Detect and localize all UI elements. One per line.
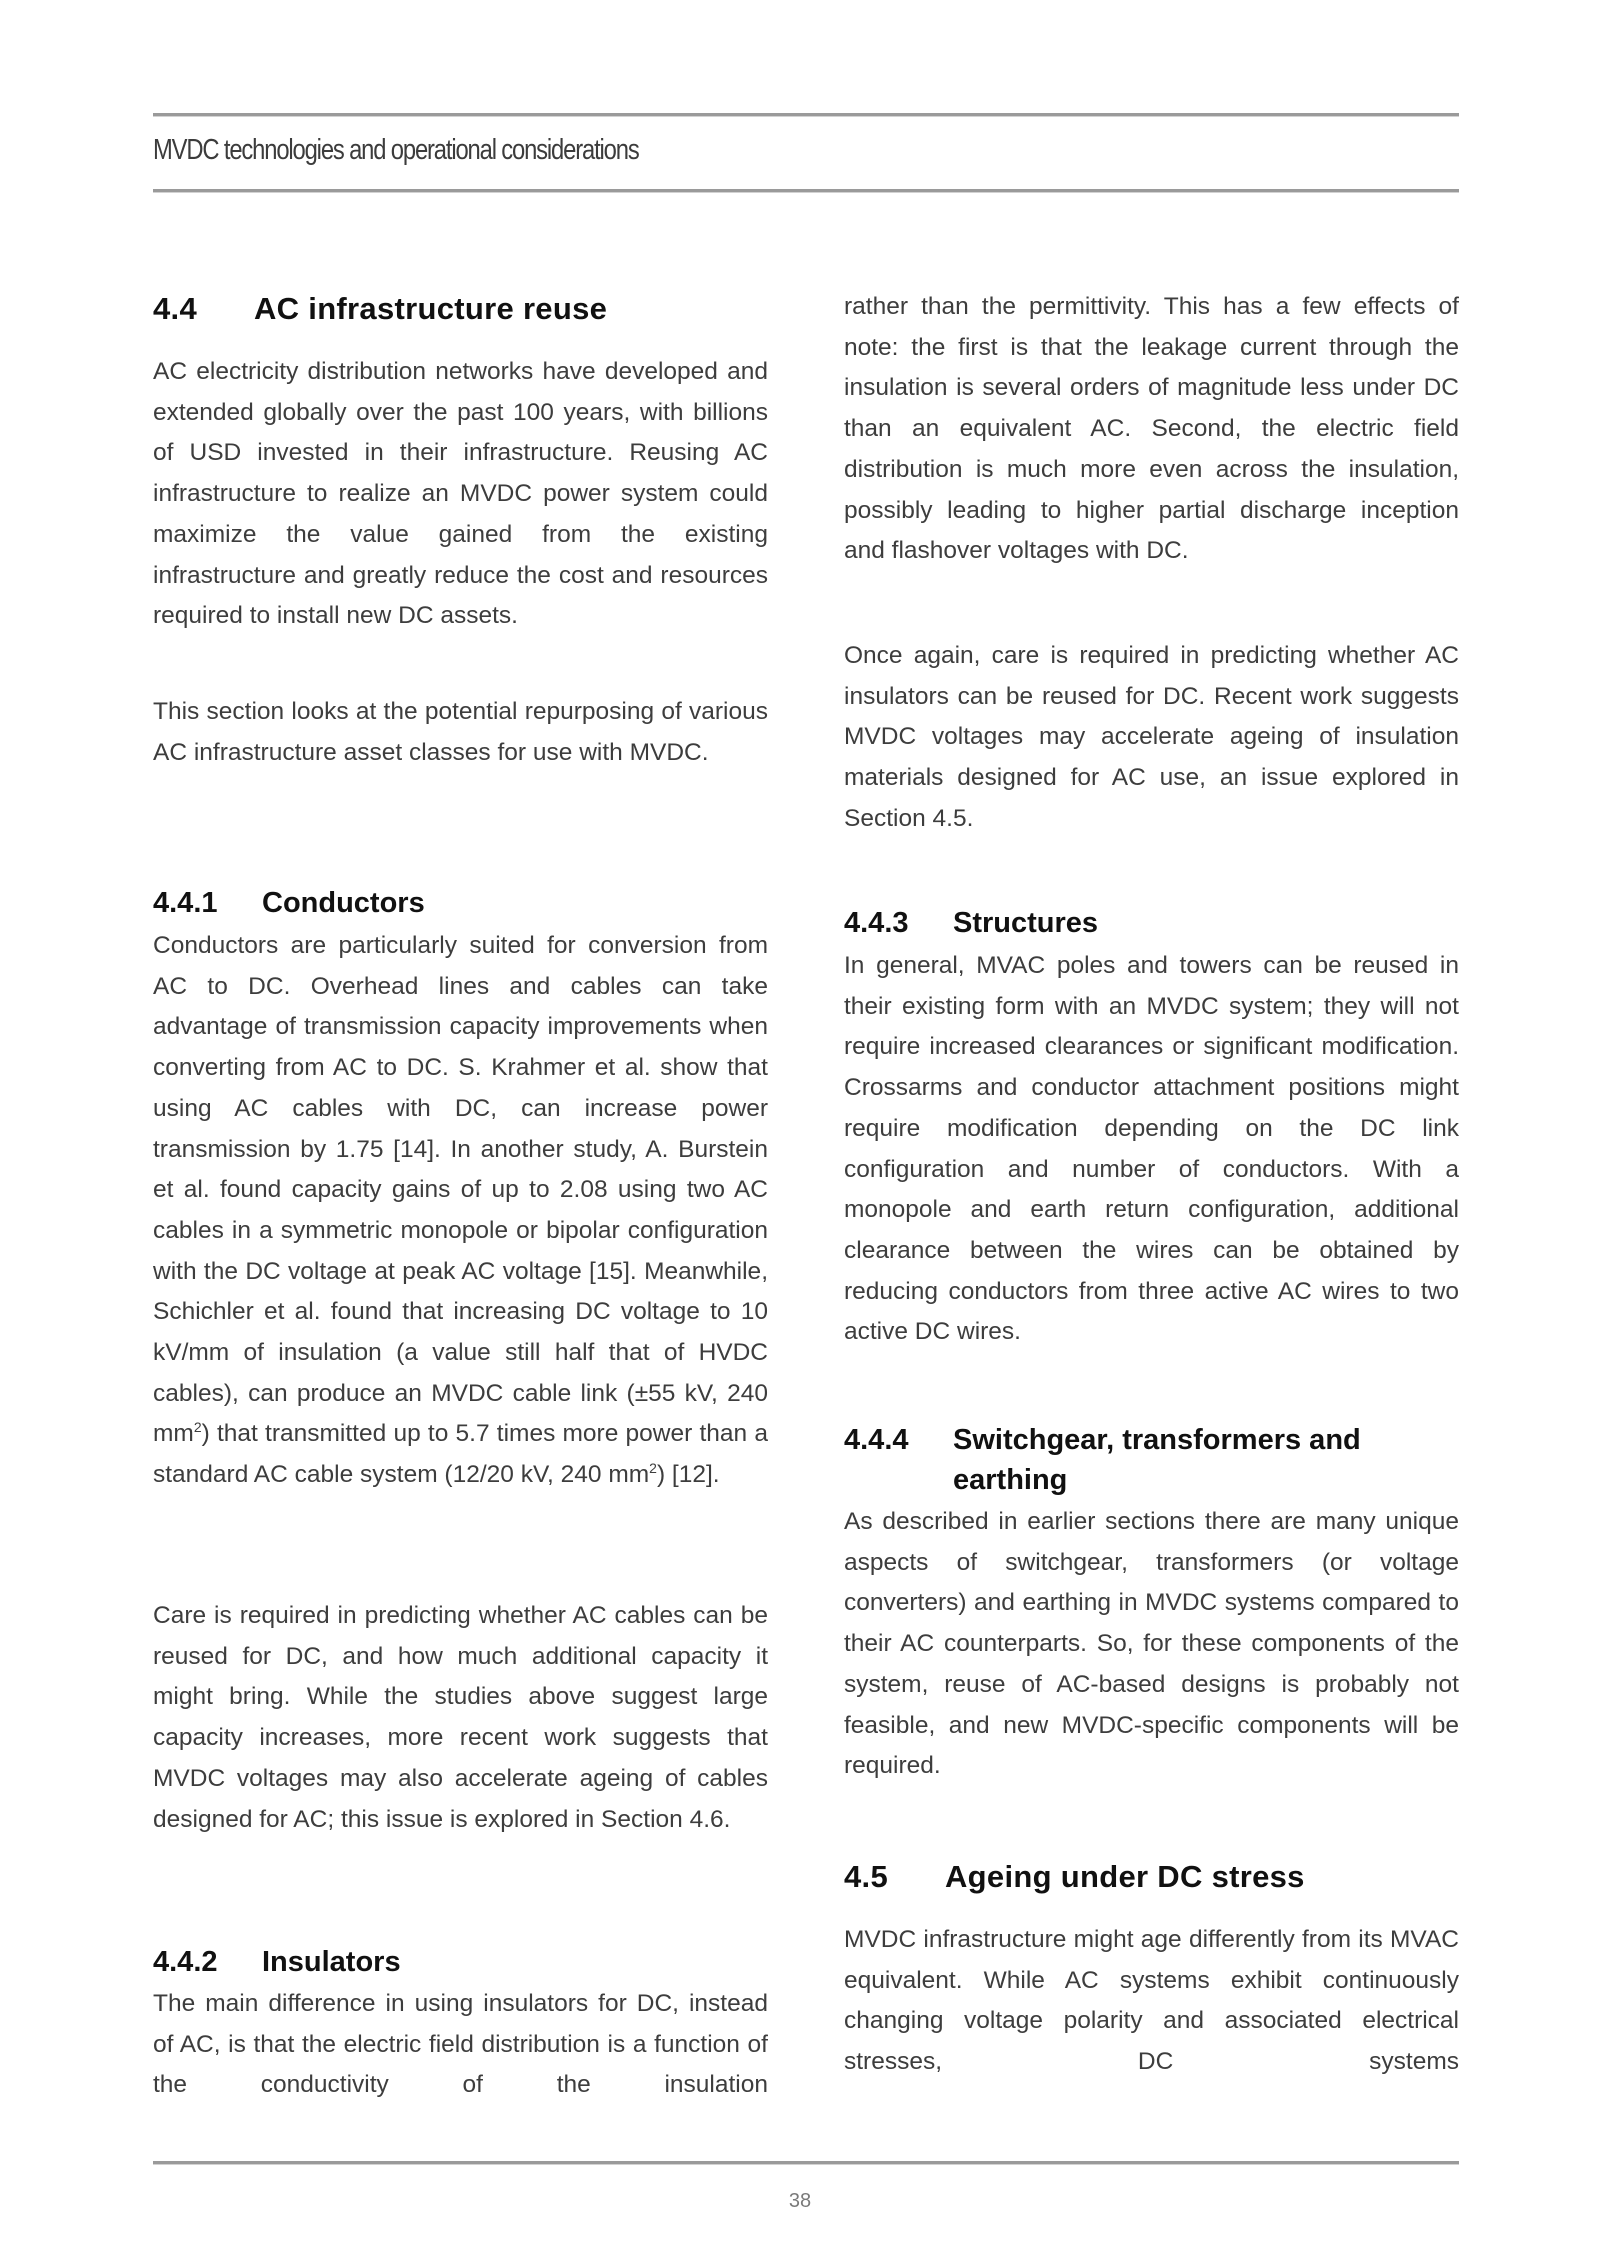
paragraph: AC electricity distribution networks have developed and extended globally over the past 100 years, with billions of USD invested in their infrastructure. Reusing AC infrastructure to realize an MVDC power system could maximize the value gained from the existing infrastructure and greatly reduce the cost and resources required to install new DC assets. — [153, 358, 768, 630]
text-run: ) [12]. — [656, 1461, 720, 1489]
subsection-number: 4.4.1 — [153, 887, 218, 919]
subsection-heading-4-4-1 — [153, 883, 425, 923]
subsection-number: 4.4.2 — [153, 1946, 218, 1978]
page-number: 38 — [788, 2190, 812, 2212]
paragraph: The main difference in using insulators for DC, instead of AC, is that the electric field distribution is a function of the conductivity of the insulation — [153, 1990, 768, 2099]
subsection-heading-4-4-4 — [844, 1420, 1459, 1500]
subsection-title: Switchgear, transformers and earthing — [953, 1424, 1361, 1496]
running-header-title: MVDC technologies and operational considerations — [153, 134, 639, 166]
subsection-title: Conductors — [262, 887, 425, 919]
subsection-title: Structures — [953, 907, 1099, 939]
paragraph: Care is required in predicting whether AC cables can be reused for DC, and how much additional capacity it might bring. While the studies above suggest large capacity increases, more recent work suggests that MVDC voltages may also accelerate ageing of cables designed for AC; this issue is explored in Section 4.6. — [153, 1602, 768, 1833]
section-number: 4.5 — [844, 1859, 888, 1894]
text-run: Conductors are particularly suited for conversion from AC to DC. Overhead lines and cables can take advantage of transmission capacity improvements when converting from AC to DC. S. Krahmer et al. show that using AC cables with DC, can increase power transmission by 1.75 [14]. In another study, A. Burstein et al. found capacity gains of up to 2.08 using two AC cables in a symmetric monopole or bipolar configuration with the DC voltage at peak AC voltage [15]. Meanwhile, Schichler et al. found that increasing DC voltage to 10 kV/mm of insulation (a value still half that of HVDC cables), can produce an MVDC cable link (±55 kV, 240 mm — [153, 932, 768, 1448]
section-title: AC infrastructure reuse — [254, 291, 608, 326]
header-top-rule — [153, 113, 1459, 117]
paragraph-continued: rather than the permittivity. This has a few effects of note: the first is that the leakage current through the insulation is several orders of magnitude less under DC than an equivalent AC. Second, the electric field distribution is much more even across the insulation, possibly leading to higher partial discharge inception and flashover voltages with DC. — [844, 293, 1459, 565]
section-heading-4-4 — [153, 290, 607, 328]
section-title: Ageing under DC stress — [945, 1859, 1305, 1894]
superscript: 2 — [193, 1419, 202, 1436]
text-run: ) that transmitted up to 5.7 times more power than a standard AC cable system (12/20 kV, 240 mm — [153, 1420, 768, 1489]
subsection-number: 4.4.3 — [844, 907, 909, 939]
paragraph — [153, 926, 768, 1496]
subsection-heading-4-4-3 — [844, 903, 1098, 943]
paragraph: This section looks at the potential repurposing of various AC infrastructure asset classes for use with MVDC. — [153, 698, 768, 766]
subsection-title: Insulators — [262, 1946, 401, 1978]
paragraph: Once again, care is required in predicting whether AC insulators can be reused for DC. Recent work suggests MVDC voltages may accelerate ageing of insulation materials designed for AC use, an issue explored in Section 4.5. — [844, 642, 1459, 832]
subsection-heading-4-4-2 — [153, 1942, 401, 1982]
paragraph: In general, MVAC poles and towers can be reused in their existing form with an MVDC system; they will not require increased clearances or significant modification. Crossarms and conductor attachment positions might require modification depending on the DC link configuration and number of conductors. With a monopole and earth return configuration, additional clearance between the wires can be obtained by reducing conductors from three active AC wires to two active DC wires. — [844, 952, 1459, 1346]
footer-rule — [153, 2161, 1459, 2165]
paragraph: As described in earlier sections there are many unique aspects of switchgear, transformers (or voltage converters) and earthing in MVDC systems compared to their AC counterparts. So, for these components of the system, reuse of AC-based designs is probably not feasible, and new MVDC-specific components will be required. — [844, 1508, 1459, 1780]
header-bottom-rule — [153, 189, 1459, 193]
paragraph: MVDC infrastructure might age differently from its MVAC equivalent. While AC systems exhibit continuously changing voltage polarity and associated electrical stresses, DC systems — [844, 1926, 1459, 2076]
subsection-number: 4.4.4 — [844, 1424, 909, 1456]
section-number: 4.4 — [153, 291, 197, 326]
superscript: 2 — [649, 1459, 657, 1476]
section-heading-4-5 — [844, 1858, 1305, 1896]
